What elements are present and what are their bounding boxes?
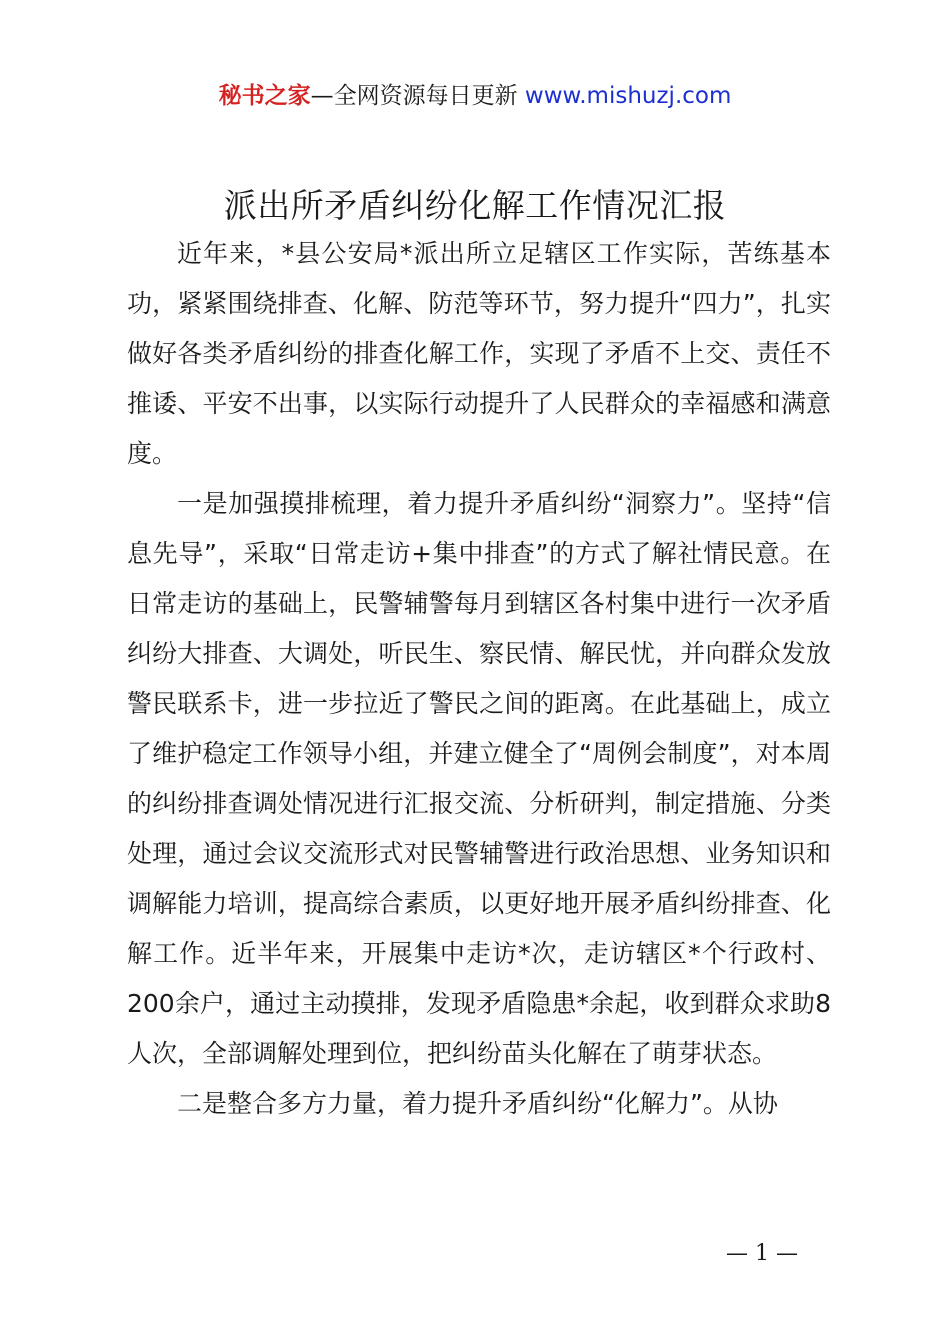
site-brand: 秘书之家 [218, 83, 311, 109]
site-tagline: —全网资源每日更新 [310, 83, 525, 109]
document-body [127, 229, 831, 1129]
document-title: 派出所矛盾纠纷化解工作情况汇报 [223, 186, 727, 225]
site-url[interactable]: www.mishuzj.com [524, 83, 732, 109]
paragraph-one: 一是加强摸排梳理，着力提升矛盾纠纷“洞察力”。坚持“信息先导”，采取“日常走访+集中排查”的方式了解社情民意。在日常走访的基础上，民警辅警每月到辖区各村集中进行一次矛盾纠纷大排查、大调处，听民生、察民情、解民忧，并向群众发放警民联系卡，进一步拉近了警民之间的距离。在此基础上，成立了维护稳定工作领导小组，并建立健全了“周例会制度”，对本周的纠纷排查调处情况进行汇报交流、分析研判，制定措施、分类处理，通过会议交流形式对民警辅警进行政治思想、业务知识和调解能力培训，提高综合素质，以更好地开展矛盾纠纷排查、化解工作。近半年来，开展集中走访*次，走访辖区*个行政村、200余户，通过主动摸排，发现矛盾隐患*余起，收到群众求助8人次，全部调解处理到位，把纠纷苗头化解在了萌芽状态。 [127, 489, 831, 1068]
paragraph-two: 二是整合多方力量，着力提升矛盾纠纷“化解力”。从协 [177, 1089, 778, 1118]
page-number: — 1 — [726, 1241, 798, 1266]
paragraph-intro: 近年来，*县公安局*派出所立足辖区工作实际，苦练基本功，紧紧围绕排查、化解、防范等环节，努力提升“四力”，扎实做好各类矛盾纠纷的排查化解工作，实现了矛盾不上交、责任不推诿、平安不出事，以实际行动提升了人民群众的幸福感和满意度。 [127, 239, 831, 468]
site-header [0, 80, 950, 112]
